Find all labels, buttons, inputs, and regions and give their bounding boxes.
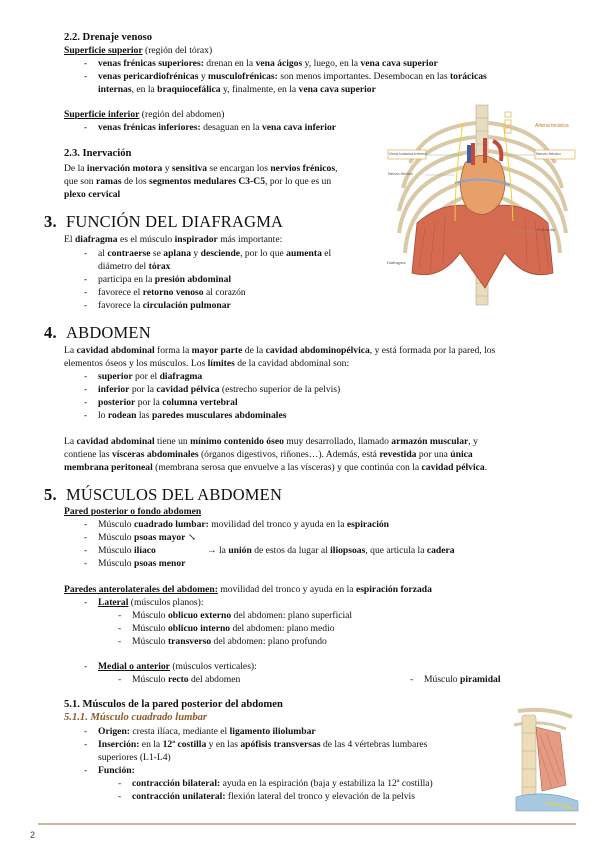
paragraph-line: que son ramas de los segmentos medulares C3-C5, por lo que es un [64,176,332,187]
lateral-heading: - Lateral (músculos planos): [84,597,204,608]
list-item: - Músculo transverso del abdomen: plano profundo [118,636,327,647]
list-item-continuation: superiores (L1-L4) [98,752,171,763]
list-item: - Función: [84,765,135,776]
section-5-1-1-title: 5.1.1. Músculo cuadrado lumbar [64,712,208,723]
list-item: - Músculo piramidal [410,674,501,685]
list-item: - inferior por la cavidad pélvica (estrecho superior de la pelvis) [84,384,341,395]
figure-label: Vena torácica interna [389,151,427,156]
list-item: - lo rodean las paredes musculares abdominales [84,410,287,421]
list-item: - Músculo recto del abdomen [118,674,241,685]
list-item: - contracción bilateral: ayuda en la espiración (baja y estabiliza la 12ª costilla) [118,778,433,789]
list-item: - favorece la circulación pulmonar [84,300,231,311]
list-item: - Músculo psoas mayor ↘ [84,532,196,543]
section-2-2-title: 2.2. Drenaje venoso [64,32,153,43]
list-item: - al contraerse se aplana y desciende, por lo que aumenta el [84,248,332,259]
paragraph-line: El diafragma es el músculo inspirador más importante: [64,234,283,245]
list-item: - Músculo oblicuo interno del abdomen: plano medio [118,623,335,634]
figure-label: Nervio frénico [388,171,413,176]
footer-divider [38,823,576,825]
diaphragm-illustration [385,103,580,308]
paragraph-line: De la inervación motora y sensitiva se encargan los nervios frénicos, [64,163,338,174]
paragraph-line: contiene las vísceras abdominales (órganos digestivos, riñones…). Además, está revestida por una única [64,449,473,460]
page-number: 2 [30,830,36,840]
list-item: - favorece el retorno venoso al corazón [84,287,246,298]
list-item: - Músculo ilíaco [84,545,156,556]
list-item: - venas frénicas inferiores: desaguan en la vena cava inferior [84,122,337,133]
list-item: - venas frénicas superiores: drenan en la vena ácigos y, luego, en la vena cava superior [84,58,438,69]
list-item-continuation: diámetro del tórax [98,261,171,272]
paragraph-line: plexo cervical [64,189,121,200]
list-item: - Origen: cresta ilíaca, mediante el ligamento iliolumbar [84,726,316,737]
paragraph-line: elementos óseos y los músculos. Los límites de la cavidad abdominal son: [64,358,350,369]
figure-label: Diafragma [387,260,406,265]
section-5-1-title: 5.1. Músculos de la pared posterior del abdomen [64,699,283,710]
pared-posterior-heading: Pared posterior o fondo abdomen [64,506,202,517]
list-item: - Músculo oblicuo externo del abdomen: plano superficial [118,610,353,621]
section-2-3-title: 2.3. Inervación [64,148,132,159]
list-item: - participa en la presión abdominal [84,274,232,285]
section-3-title: 3. FUNCIÓN DEL DIAFRAGMA [44,212,284,231]
lumbar-spine-diagram [508,705,582,813]
list-item-continuation: internas, en la braquiocefálica y, finalmente, en la vena cava superior [98,84,376,95]
list-item: - posterior por la columna vertebral [84,397,238,408]
list-item: - contracción unilateral: flexión lateral del tronco y elevación de la pelvis [118,791,415,802]
medial-heading: - Medial o anterior (músculos verticales): [84,661,257,672]
paragraph-line: membrana peritoneal (membrana serosa que envuelve a las vísceras) y que continúa con la cavidad pélvica. [64,462,488,473]
paredes-anterolaterales-heading: Paredes anterolaterales del abdomen: movilidad del tronco y ayuda en la espiración forzada [64,584,432,595]
list-item: - Músculo psoas menor [84,558,186,569]
section-5-title: 5. MÚSCULOS DEL ABDOMEN [44,485,283,504]
list-item: - Inserción: en la 12ª costilla y en las apófisis transversas de las 4 vértebras lumbares [84,739,428,750]
figure-label: Arteria torácica [535,123,569,129]
rib-cage-heart-diagram [385,103,580,308]
paragraph-line: La cavidad abdominal forma la mayor parte de la cavidad abdominopélvica, y está formada por la pared, los [64,345,496,356]
list-item: - venas pericardiofrénicas y musculofrénicas: son menos importantes. Desembocan en las torácicas [84,71,487,82]
paragraph-line: La cavidad abdominal tiene un mínimo contenido óseo muy desarrollado, llamado armazón muscular, y [64,436,478,447]
figure-label: Nervio frénico [536,151,561,156]
section-4-title: 4. ABDOMEN [44,323,151,342]
list-item: - Músculo cuadrado lumbar: movilidad del tronco y ayuda en la espiración [84,519,389,530]
superficie-inferior-heading: Superficie inferior (región del abdomen) [64,109,225,120]
figure-label: Pericardio [537,227,556,232]
superficie-superior-heading: Superficie superior (región del tórax) [64,45,213,56]
list-item: - superior por el diafragma [84,371,203,382]
iliopsoas-note: → la unión de estos da lugar al iliopsoas, que articula la cadera [207,545,455,556]
cuadrado-lumbar-illustration [508,705,582,813]
